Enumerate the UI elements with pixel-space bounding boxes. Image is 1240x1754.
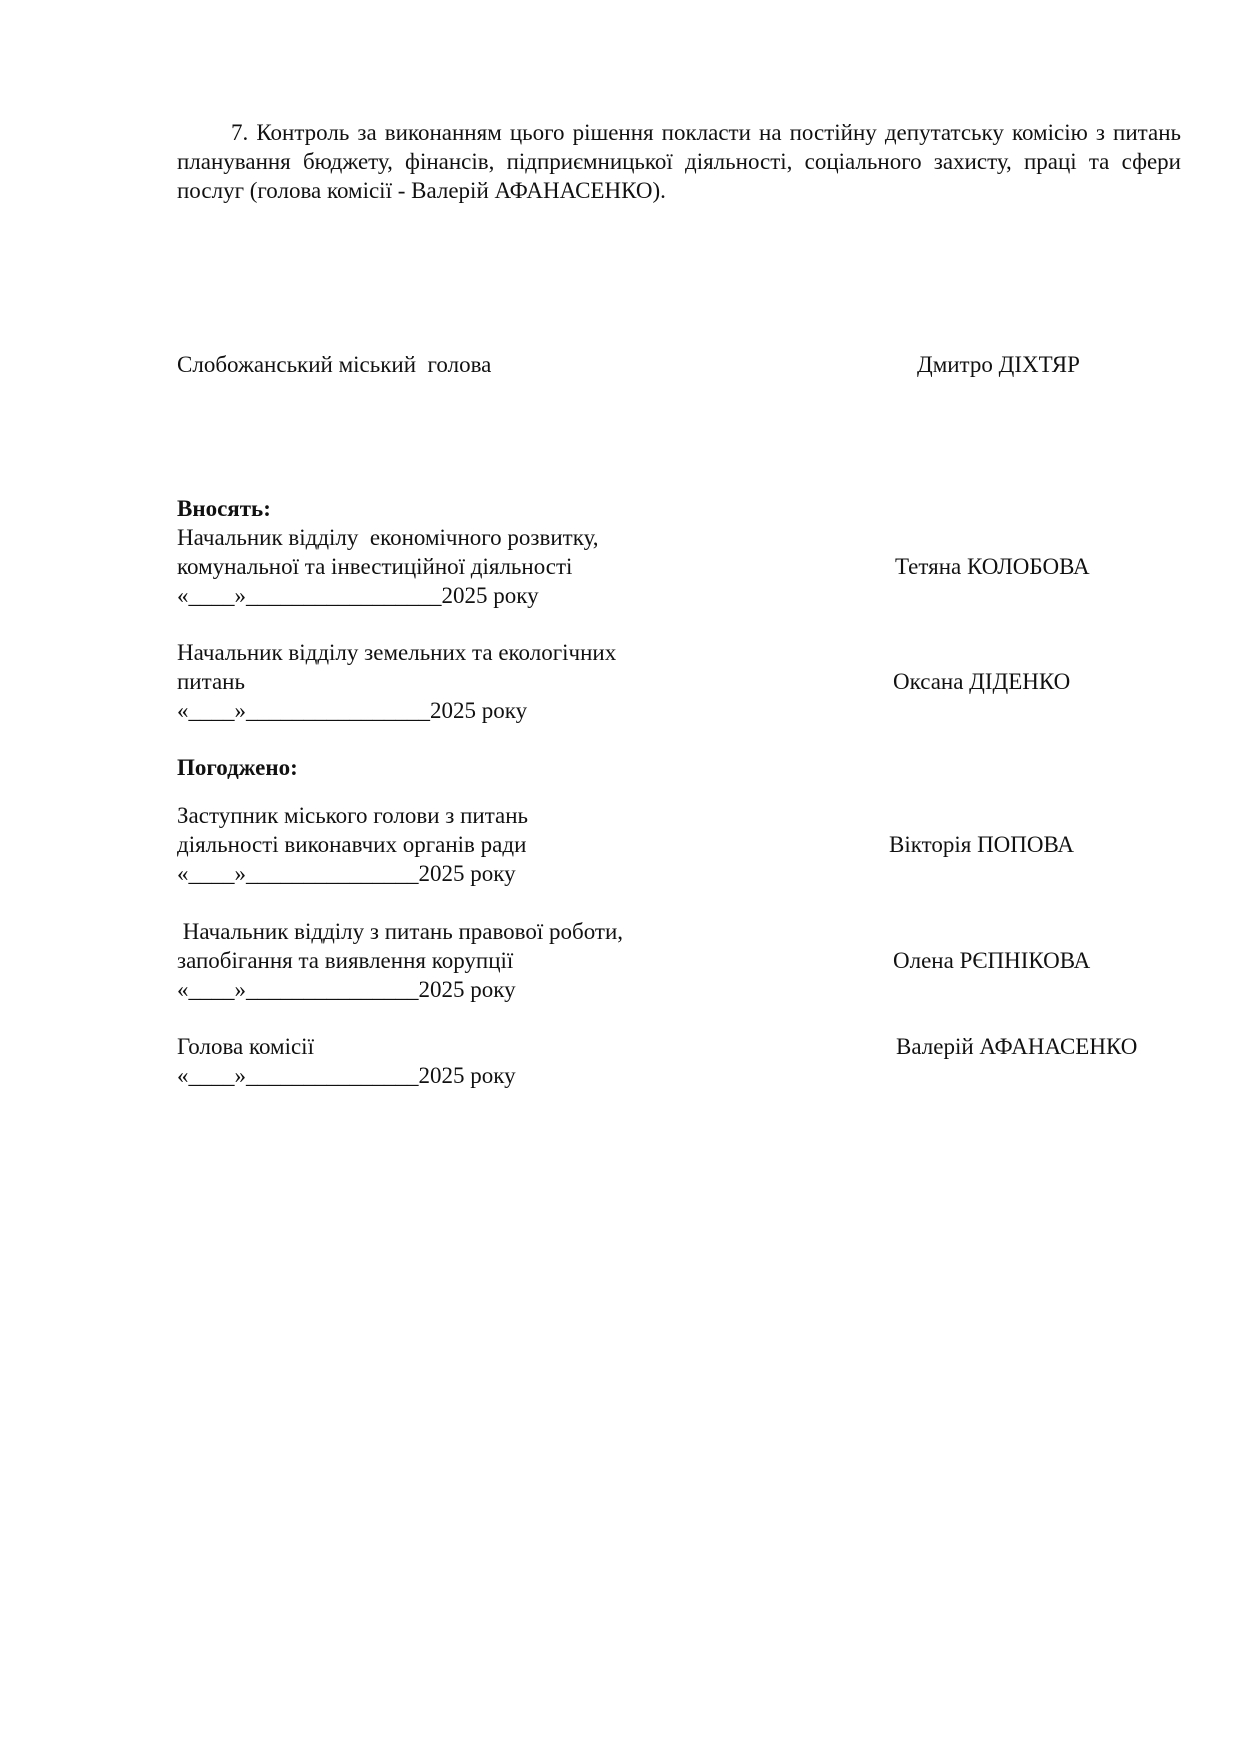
submitted-heading: Вносять: <box>177 496 271 521</box>
approver-2-position-line2: запобігання та виявлення корупції <box>177 948 514 973</box>
submitter-1-date: «____»_________________2025 року <box>177 583 539 608</box>
approver-3-name: Валерій АФАНАСЕНКО <box>896 1034 1138 1059</box>
approved-heading: Погоджено: <box>177 755 298 780</box>
approver-1-position-line2: діяльності виконавчих органів ради <box>177 832 527 857</box>
approver-3-position-line1: Голова комісії <box>177 1034 314 1059</box>
submitter-1-name: Тетяна КОЛОБОВА <box>895 554 1090 579</box>
submitter-1-position-line2: комунальної та інвестиційної діяльності <box>177 554 573 579</box>
paragraph-7: 7. Контроль за виконанням цього рішення покласти на постійну депутатську комісію з питань планування бюджету, фінансів, підприємницької діяльності, соціального захисту, праці та сфери послуг (голова комісії - Валерій АФАНАСЕНКО). <box>177 120 1181 203</box>
submitter-2-name: Оксана ДІДЕНКО <box>893 669 1071 694</box>
approver-2-date: «____»_______________2025 року <box>177 977 516 1002</box>
approver-1-name: Вікторія ПОПОВА <box>889 832 1075 857</box>
submitter-2-position-line1: Начальник відділу земельних та екологічних <box>177 640 617 665</box>
approver-1-date: «____»_______________2025 року <box>177 861 516 886</box>
approver-3-date: «____»_______________2025 року <box>177 1063 516 1088</box>
mayor-name: Дмитро ДІХТЯР <box>917 352 1080 377</box>
submitter-2-date: «____»________________2025 року <box>177 698 528 723</box>
approver-2-position-line1: Начальник відділу з питань правової роботи, <box>177 919 624 944</box>
submitter-1-position-line1: Начальник відділу економічного розвитку, <box>177 525 599 550</box>
mayor-title: Слобожанський міський голова <box>177 352 492 377</box>
approver-1-position-line1: Заступник міського голови з питань <box>177 803 529 828</box>
approver-2-name: Олена РЄПНІКОВА <box>893 948 1091 973</box>
submitter-2-position-line2: питань <box>177 669 245 694</box>
